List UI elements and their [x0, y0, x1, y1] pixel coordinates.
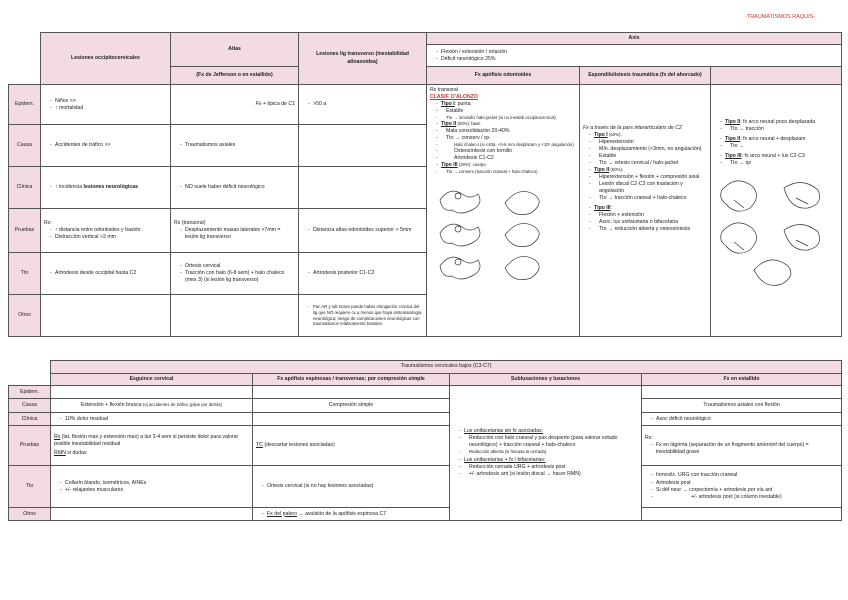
- apo-tto: - Ortesis cervical (si no hay lesiones asociadas): [253, 466, 450, 508]
- apo-otros: - Fx del palero → avulsión de la apófisis espinosa C7: [253, 508, 450, 521]
- atlas-pruebas: Rx (transoral) - Desplazamiento masas laterales >7mm = lesión lig transverso: [171, 209, 299, 253]
- row2-label-causa: Causa: [9, 399, 51, 413]
- row2-label-tto: Tto: [9, 466, 51, 508]
- occ-causa: - Accidentes de tráfico >>: [41, 125, 171, 167]
- axis-extra-cell: - Tipo II: fx arco neural poco desplazada - Tto → tracción - Tipo II: fx arco neural + desplazam - Tto → - Tipo III: fx arco neural + lux C2-C3 - Tto → qx: [711, 85, 842, 337]
- est-tto: - Inmovilz. URG con tracción craneal - Artrodesis post - Si déf neur → corpectomía + artrodesis por vía ant - +/- artrodesis post (si column inestable): [642, 466, 842, 508]
- lower-title: Traumatismos cervicales bajos (C3-C7): [51, 361, 842, 374]
- esg-clinica: - 10% dolor residual: [51, 413, 253, 426]
- row2-label-pruebas: Pruebas: [9, 426, 51, 466]
- odontoides-cell: Rx transoral CLASIF. D'ALONZO - Tipo I: punta - Estable - Tto → inmoviliz halo-jacket (si no inestab occipitocervical) - Tipo II (60%): base - Mala consolidación 20-40% - Tto → conserv / qx - Halo chaleco (si <40a, <4-6 mm desplazam y <10º angulación) - Osteosíntesis con tornillo - Artrodesis C1-C2 - Tipo III (30%): cuerpo - Tto → conserv (tracción craneal + halo-chaleco): [427, 85, 580, 337]
- espondilolistesis-cell: Fx a través de la pars interarticularis de C2 - Tipo I (60%): - Hiperextensión - Mín. desplazamiento (<3mm, no angulación) - Estable - Tto → ortesis cervical / halo-jacket - Tipo II (60%): - Hiperextensión + flexión + compresión axial - Lesión discal C2-C3 con traslación y angulación - Tto → tracción craneal + halo-chaleco - Tipo III: - Flexión + extensión - Asoc. lux unifacetaria o bifacetaria - Tto → reducción abierta y osteosíntesis: [580, 85, 711, 337]
- est-pruebas: Rx: - Fx en lágrima (separación de un fragmento anteroinf del cuerpo) = inestabilidad grave: [642, 426, 842, 466]
- lig-epid: - >50 a: [299, 85, 427, 125]
- row-label-clinica: Clínica: [9, 167, 41, 209]
- est-clinica: - Asoc déficit neurológico: [642, 413, 842, 426]
- hangman-fracture-sketches: [714, 170, 836, 290]
- row2-label-otros: Otros: [9, 508, 51, 521]
- esg-tto: - Collarín blando, isométricos, AINEs - +/- relajantes musculares: [51, 466, 253, 508]
- atlas-epid: Fx + típica de C1: [171, 85, 299, 125]
- col-subluxaciones: Subluxaciones y luxaciones: [450, 374, 642, 386]
- occ-clinica: - ↑ incidencia lesiones neurológicas: [41, 167, 171, 209]
- lig-otros: - Pac AR y sdr Down puede haber elongación crónica del lig que NO requiere cx a menos que haya sintomatología neurológica; riesgo de complicaciones neurológicas con traumatismos relativamente banales: [299, 295, 427, 337]
- lower-cervical-table: [8, 360, 842, 521]
- occ-tto: - Artrodesis desde occipital hasta C2: [41, 253, 171, 295]
- col-odontoides: Fx apófisis odontoides: [427, 67, 580, 85]
- col-occipitocervical: Lesiones occipitocervicales: [41, 33, 171, 85]
- row2-label-epid: Epidem.: [9, 386, 51, 399]
- row2-label-clinica: Clínica: [9, 413, 51, 426]
- atlas-tto: - Ortesis cervical - Tracción con halo (6-8 sem) + halo chaleco (mes 3) (si lesión lig transverso): [171, 253, 299, 295]
- esg-pruebas: Rx (lat, flexión max y extensión max) a las 3-4 sem si persiste dolor para valorar posible inestabilidad residual RMN si dudas: [51, 426, 253, 466]
- col-esguince: Esguince cervical: [51, 374, 253, 386]
- col-atlas: Atlas: [171, 33, 299, 67]
- sub-cell: - Lux unifacetarias sin fx asociadas: - Reducción con halo craneal y pax despierto (para valorar estado neurológico) + tracción craneal + halo-chaleco - Reducción abierta (si fracasa la cerrada) - Lux unifacetarias + fx / bifacetarias: - Reducción cerrada URG + artrodesis post - +/- artrodesis ant (si lesión discal → hacer RMN): [450, 386, 642, 521]
- col-espondilolistesis: Espondilolistesis traumática (fx del ahorcado): [580, 67, 711, 85]
- atlas-causa: - Traumatismos axiales: [171, 125, 299, 167]
- apo-causa: Compresión simple: [253, 399, 450, 413]
- occ-pruebas: Rx: - ↑ distancia entre odontoides y basión - Distracción vertical >2 mm: [41, 209, 171, 253]
- esg-causa: Extensión + flexión brusca (ej accidentes de tráfico golpe por detrás): [51, 399, 253, 413]
- row-label-pruebas: Pruebas: [9, 209, 41, 253]
- est-causa: Traumatismos axiales con flexión: [642, 399, 842, 413]
- row-label-causa: Causa: [9, 125, 41, 167]
- lig-tto: - Artrodesis posterior C1-C2: [299, 253, 427, 295]
- odontoid-sketches: [430, 178, 570, 283]
- upper-cervical-table: [8, 32, 842, 337]
- page-header: -TRAUMATISMOS RAQUIS-: [745, 14, 816, 20]
- atlas-clinica: - NO suele haber déficit neurológico: [171, 167, 299, 209]
- row-label-tto: Tto: [9, 253, 41, 295]
- apo-pruebas: TC (descartar lesiones asociadas): [253, 426, 450, 466]
- col-lig-transverso: Lesiones lig transverso (inestabilidad atloaxoidea): [299, 33, 427, 85]
- col-atlas-sub: (Fx de Jefferson o en estallido): [171, 67, 299, 85]
- col-axis: Axis: [427, 33, 842, 45]
- row-label-otros: Otros: [9, 295, 41, 337]
- col-estallido: Fx en estallido: [642, 374, 842, 386]
- occ-epid: - Niños >> - ↑ mortalidad: [41, 85, 171, 125]
- row-label-epid: Epidem.: [9, 85, 41, 125]
- lig-pruebas: - Distancia atlas-odontoides superior > 5mm: [299, 209, 427, 253]
- col-apofisis: Fx apófisis espinosas / transversas; por compresión simple: [253, 374, 450, 386]
- axis-notes: - Flexión / extensión / rotación - Déficit neurológico 25%: [427, 45, 842, 67]
